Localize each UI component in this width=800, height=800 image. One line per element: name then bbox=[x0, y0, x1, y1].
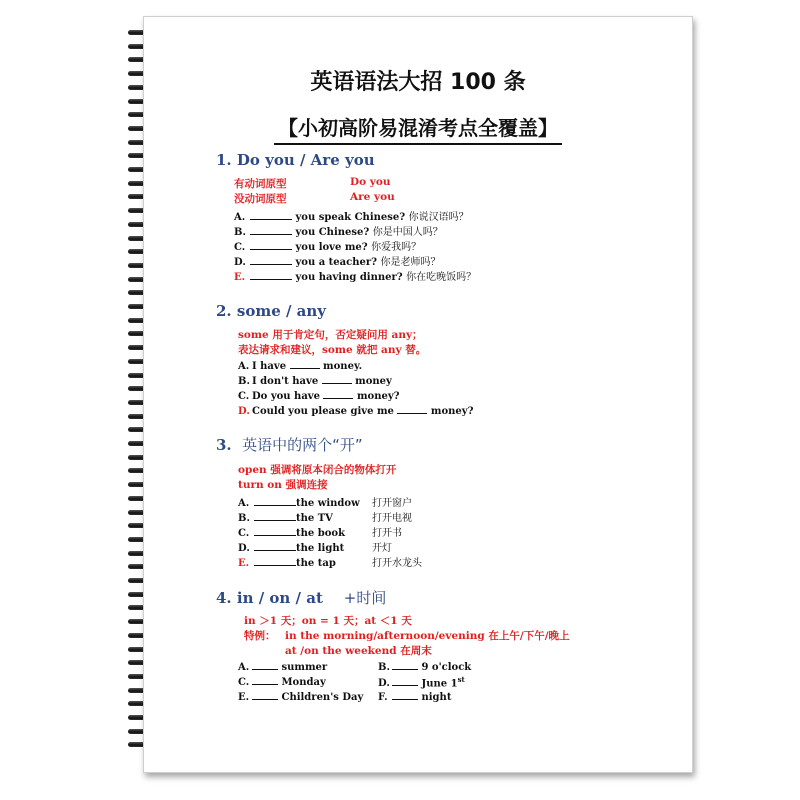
answer-blank bbox=[392, 660, 418, 670]
s3-item bbox=[238, 554, 422, 569]
item-text: you having dinner? bbox=[292, 272, 407, 283]
item-letter: A. bbox=[234, 212, 246, 223]
s3-item bbox=[238, 494, 412, 509]
item-letter: D. bbox=[378, 678, 390, 690]
item-letter: B. bbox=[238, 376, 250, 387]
answer-blank bbox=[392, 676, 418, 686]
item-letter: C. bbox=[238, 528, 250, 539]
s4-item bbox=[378, 660, 471, 673]
item-text-pre: Could you please give me bbox=[252, 406, 398, 417]
item-text-post: money? bbox=[427, 406, 474, 417]
subtitle-text: 【小初高阶易混淆考点全覆盖】 bbox=[274, 116, 562, 145]
item-text: 9 o'clock bbox=[418, 662, 472, 673]
s4-rule3: at /on the weekend 在周末 bbox=[285, 645, 432, 657]
section-3-heading bbox=[216, 434, 363, 455]
s1-item bbox=[234, 238, 421, 253]
item-letter: E. bbox=[238, 692, 250, 703]
answer-blank bbox=[254, 541, 296, 551]
item-letter: D. bbox=[234, 257, 246, 268]
item-translation: 打开水龙头 bbox=[372, 558, 422, 569]
item-text: you a teacher? bbox=[292, 257, 381, 268]
answer-blank bbox=[254, 496, 296, 506]
answer-blank bbox=[250, 210, 292, 220]
s1-item bbox=[234, 253, 440, 268]
s2-item bbox=[238, 389, 400, 402]
s1-item bbox=[234, 223, 443, 238]
s1-note2-label: 没动词原型 bbox=[234, 193, 287, 205]
item-letter: D. bbox=[238, 406, 250, 417]
item-translation: 你是老师吗？ bbox=[380, 257, 441, 268]
answer-blank bbox=[252, 690, 278, 700]
item-letter: A. bbox=[238, 498, 250, 509]
s4-item bbox=[378, 690, 451, 703]
item-text-post: money bbox=[351, 376, 392, 387]
item-text: you Chinese? bbox=[292, 227, 373, 238]
item-sup: st bbox=[457, 675, 465, 684]
item-letter: A. bbox=[238, 662, 250, 673]
item-translation: 打开书 bbox=[372, 528, 402, 539]
s3-rule2: turn on 强调连接 bbox=[238, 479, 328, 491]
s4-item bbox=[378, 675, 465, 689]
item-text: Monday bbox=[278, 677, 326, 688]
item-text-post: money. bbox=[319, 361, 363, 372]
answer-blank bbox=[252, 660, 278, 670]
answer-blank bbox=[254, 526, 296, 536]
answer-blank bbox=[252, 675, 278, 685]
item-translation: 打开窗户 bbox=[372, 498, 412, 509]
item-text-pre: I don't have bbox=[252, 376, 322, 387]
item-letter: B. bbox=[378, 662, 390, 673]
item-text: June 1 bbox=[418, 678, 458, 690]
item-text: the window bbox=[296, 498, 360, 509]
answer-blank bbox=[254, 556, 296, 566]
s3-heading-text: 英语中的两个“开” bbox=[242, 436, 363, 454]
s3-item bbox=[238, 524, 402, 539]
item-letter: C. bbox=[238, 391, 250, 402]
item-text: Children's Day bbox=[278, 692, 364, 703]
item-translation: 你在吃晚饭吗？ bbox=[406, 272, 477, 283]
item-text: night bbox=[418, 692, 452, 703]
item-letter: B. bbox=[234, 227, 246, 238]
s3-item bbox=[238, 539, 392, 554]
answer-blank bbox=[322, 374, 352, 384]
item-text-pre: I have bbox=[252, 361, 290, 372]
page-title: 英语语法大招 100 条 bbox=[310, 70, 526, 95]
item-translation: 你是中国人吗？ bbox=[372, 227, 443, 238]
s4-heading-cn: +时间 bbox=[343, 589, 387, 607]
s4-item bbox=[238, 660, 327, 673]
section-1-heading: 1. Do you / Are you bbox=[216, 151, 375, 169]
item-letter: E. bbox=[238, 558, 250, 569]
answer-blank bbox=[250, 255, 292, 265]
s2-item bbox=[238, 374, 392, 387]
s1-note2-value: Are you bbox=[350, 191, 395, 203]
item-text-post: money? bbox=[353, 391, 400, 402]
item-text: you love me? bbox=[292, 242, 372, 253]
answer-blank bbox=[254, 511, 296, 521]
s1-note1-value: Do you bbox=[350, 176, 391, 188]
answer-blank bbox=[290, 359, 320, 369]
item-letter: B. bbox=[238, 513, 250, 524]
s1-note1-label: 有动词原型 bbox=[234, 178, 287, 190]
item-text: the light bbox=[296, 543, 345, 554]
s2-rule1: some 用于肯定句，否定疑问用 any； bbox=[238, 329, 423, 341]
item-text: summer bbox=[278, 662, 328, 673]
answer-blank bbox=[250, 270, 292, 280]
notebook-page bbox=[143, 16, 693, 773]
item-text: the TV bbox=[296, 513, 333, 524]
item-letter: A. bbox=[238, 361, 250, 372]
s2-rule2: 表达请求和建议，some 就把 any 替。 bbox=[238, 344, 427, 356]
item-letter: E. bbox=[234, 272, 246, 283]
item-translation: 你说汉语吗？ bbox=[408, 212, 469, 223]
s4-rule2: in the morning/afternoon/evening 在上午/下午/晚上 bbox=[285, 630, 570, 642]
s3-item bbox=[238, 509, 412, 524]
s2-item bbox=[238, 404, 473, 417]
s2-item bbox=[238, 359, 362, 372]
s4-rule1: in ＞1 天；on = 1 天；at ＜1 天 bbox=[244, 615, 412, 627]
s4-item bbox=[238, 690, 363, 703]
s3-rule1: open 强调将原本闭合的物体打开 bbox=[238, 464, 397, 476]
answer-blank bbox=[323, 389, 353, 399]
section-2-heading: 2. some / any bbox=[216, 302, 327, 320]
answer-blank bbox=[397, 404, 427, 414]
s1-item bbox=[234, 208, 469, 223]
page-subtitle bbox=[144, 112, 692, 141]
answer-blank bbox=[392, 690, 418, 700]
answer-blank bbox=[250, 240, 292, 250]
item-text-pre: Do you have bbox=[252, 391, 324, 402]
s4-rule2-label: 特例： bbox=[244, 630, 276, 642]
answer-blank bbox=[250, 225, 292, 235]
item-text: the book bbox=[296, 528, 345, 539]
s4-heading-en: 4. in / on / at bbox=[216, 589, 323, 607]
section-4-heading bbox=[216, 587, 386, 608]
s4-item bbox=[238, 675, 326, 688]
item-translation: 你爱我吗？ bbox=[371, 242, 422, 253]
item-letter: C. bbox=[234, 242, 246, 253]
item-translation: 打开电视 bbox=[372, 513, 412, 524]
item-text: you speak Chinese? bbox=[292, 212, 409, 223]
item-letter: D. bbox=[238, 543, 250, 554]
item-text: the tap bbox=[296, 558, 336, 569]
item-letter: F. bbox=[378, 692, 388, 703]
s3-heading-num: 3. bbox=[216, 436, 232, 454]
item-letter: C. bbox=[238, 677, 250, 688]
s1-item bbox=[234, 268, 476, 283]
item-translation: 开灯 bbox=[372, 543, 392, 554]
